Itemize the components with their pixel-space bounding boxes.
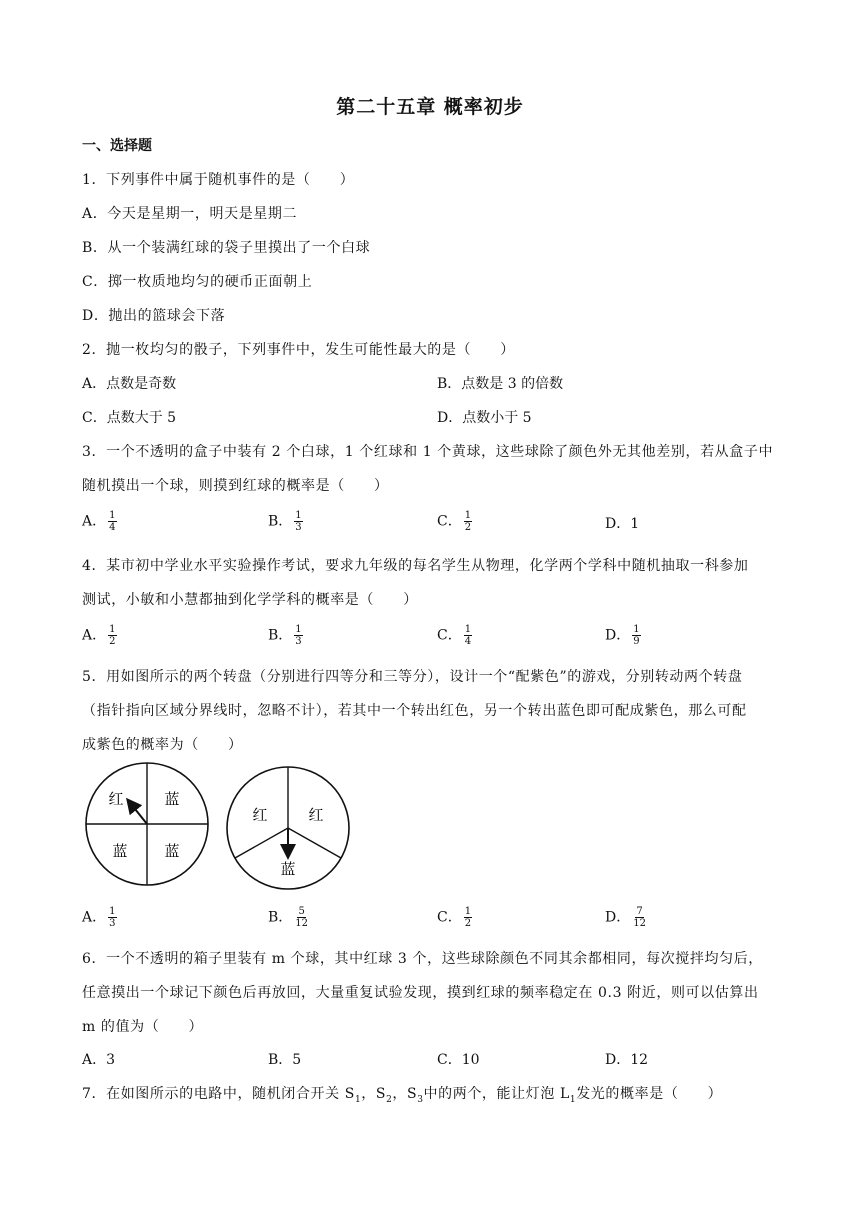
- spinner1-label: 蓝: [164, 842, 180, 860]
- q5-option-a: A． $\frac{1}{3}$: [82, 906, 116, 929]
- q5-option-b: B． $\frac{5}{12}$: [268, 906, 309, 929]
- fraction: $\frac{1}{2}$: [109, 624, 116, 647]
- q3-option-c: C． $\frac{1}{2}$: [437, 510, 472, 533]
- fraction: $\frac{1}{9}$: [633, 624, 640, 647]
- spinner-four-parts: [86, 763, 208, 885]
- spinner2-label: 蓝: [280, 860, 296, 878]
- spinner1-label: 蓝: [112, 842, 128, 860]
- spinner1-label: 红: [108, 790, 124, 808]
- q5-stem-line1: 5．用如图所示的两个转盘（分别进行四等分和三等分），设计一个“配紫色”的游戏，分别转动两个转盘: [82, 669, 743, 685]
- q6-stem-line2: 任意摸出一个球记下颜色后再放回，大量重复试验发现，摸到红球的频率稳定在 0.3 附近，则可以估算出: [82, 985, 759, 1001]
- q6-option-b: B．5: [268, 1052, 302, 1068]
- spinner-three-parts: [227, 767, 349, 889]
- fraction: $\frac{1}{2}$: [464, 906, 472, 929]
- q1-option-d: D．抛出的篮球会下落: [82, 308, 226, 324]
- spinner1-label: 蓝: [164, 790, 180, 808]
- q4-stem-line1: 4．某市初中学业水平实验操作考试，要求九年级的每名学生从物理，化学两个学科中随机抽取一科参加: [82, 558, 749, 574]
- fraction: $\frac{7}{12}$: [633, 906, 646, 929]
- q4-option-d: D． $\frac{1}{9}$: [605, 624, 640, 647]
- fraction: $\frac{5}{12}$: [295, 906, 309, 929]
- spinner1-pointer: [131, 804, 147, 824]
- q4-stem-line2: 测试，小敏和小慧都抽到化学学科的概率是（ ）: [82, 592, 418, 608]
- q6-option-a: A．3: [82, 1052, 116, 1068]
- fraction: $\frac{1}{2}$: [464, 510, 472, 533]
- q4-option-a: A． $\frac{1}{2}$: [82, 624, 116, 647]
- q7-stem: 7．在如图所示的电路中，随机闭合开关 $S_1$，$S_2$，$S_3$中的两个，能让灯泡 $L_1$发光的概率是（ ）: [82, 1086, 723, 1105]
- q2-option-a: A．点数是奇数: [82, 376, 177, 392]
- q1-option-a: A．今天是星期一，明天是星期二: [82, 206, 298, 222]
- spinner2-label: 红: [252, 806, 268, 824]
- spinner2-divider: [288, 828, 341, 858]
- spinner2-divider: [235, 828, 288, 858]
- q6-option-d: D．12: [605, 1052, 649, 1068]
- q6-stem-line3: m 的值为（ ）: [82, 1019, 204, 1035]
- spinner2-label: 红: [308, 806, 324, 824]
- fraction: $\frac{1}{4}$: [109, 510, 116, 533]
- q1-stem: 1．下列事件中属于随机事件的是（ ）: [82, 172, 355, 188]
- q3-option-d: D．1: [605, 516, 640, 532]
- q4-option-b: B． $\frac{1}{3}$: [268, 624, 302, 647]
- q2-option-d: D．点数小于 5: [437, 410, 532, 426]
- q3-stem-line2: 随机摸出一个球，则摸到红球的概率是（ ）: [82, 478, 389, 494]
- q6-stem-line1: 6．一个不透明的箱子里装有 m 个球，其中红球 3 个，这些球除颜色不同其余都相同，每次搅拌均匀后，: [82, 951, 763, 967]
- q2-option-b: B．点数是 3 的倍数: [437, 376, 564, 392]
- q2-option-c: C．点数大于 5: [82, 410, 177, 426]
- q5-option-d: D． $\frac{7}{12}$: [605, 906, 646, 929]
- spinner-figure: [80, 762, 360, 892]
- q3-option-b: B． $\frac{1}{3}$: [268, 510, 302, 533]
- q5-stem-line2: （指针指向区域分界线时，忽略不计），若其中一个转出红色，另一个转出蓝色即可配成紫色，那么可配: [82, 703, 747, 719]
- section-heading: 一、选择题: [82, 138, 152, 154]
- q6-option-c: C．10: [437, 1052, 480, 1068]
- q1-option-c: C．掷一枚质地均匀的硬币正面朝上: [82, 274, 313, 290]
- q2-stem: 2．抛一枚均匀的骰子，下列事件中，发生可能性最大的是（ ）: [82, 342, 515, 358]
- q5-option-c: C． $\frac{1}{2}$: [437, 906, 472, 929]
- q4-option-c: C． $\frac{1}{4}$: [437, 624, 472, 647]
- q1-option-b: B．从一个装满红球的袋子里摸出了一个白球: [82, 240, 371, 256]
- q3-stem-line1: 3．一个不透明的盒子中装有 2 个白球，1 个红球和 1 个黄球，这些球除了颜色外无其他差别，若从盒子中: [82, 444, 774, 460]
- fraction: $\frac{1}{3}$: [295, 510, 302, 533]
- page-title: 第二十五章 概率初步: [336, 96, 524, 118]
- q3-option-a: A． $\frac{1}{4}$: [82, 510, 116, 533]
- fraction: $\frac{1}{3}$: [295, 624, 302, 647]
- q5-stem-line3: 成紫色的概率为（ ）: [82, 737, 243, 753]
- fraction: $\frac{1}{3}$: [109, 906, 116, 929]
- fraction: $\frac{1}{4}$: [464, 624, 472, 647]
